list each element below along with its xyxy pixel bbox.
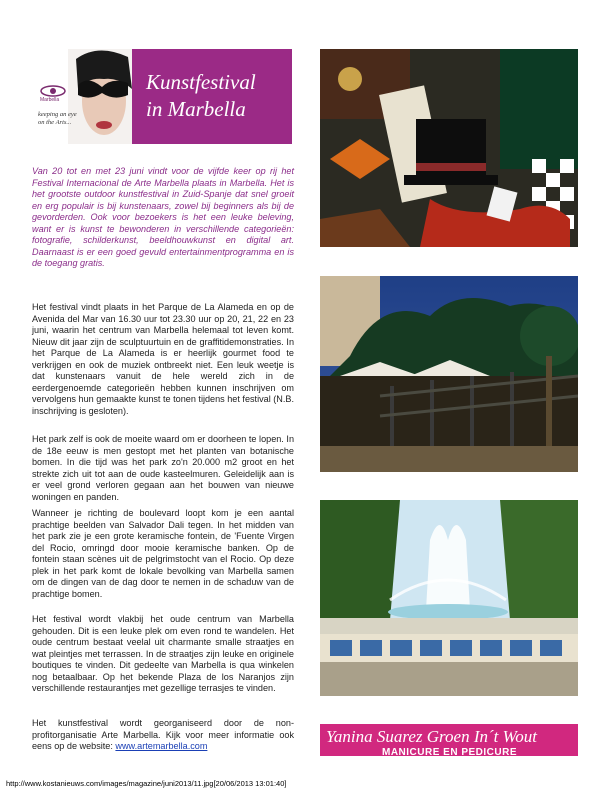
intro-paragraph: Van 20 tot en met 23 juni vindt voor de vijfde keer op rij het Festival Internacional de Arte Marbella plaats in Marbella. Het is het grootste outdoor kunstfestival in Zuid-Spanje dat snel groeit en erg populair is bij kunstenaars, zowel bij beginners als bij de gevorderden. Ook voor bezoekers is het een leuke beleving, want er is kunst te bewonderen in verschillende categorieën: fotografie, schilderkunst, beeldhouwkunst en digital art. Daarnaast is er een goed gevuld entertainmentprogramma en is de toegang gratis. — [32, 166, 294, 268]
fountain-image — [320, 500, 578, 696]
logo-tagline: keeping an eye on the Arts... — [38, 111, 77, 126]
paragraph-1: Het festival vindt plaats in het Parque de La Alameda en op de Avenida del Mar van 16.30 uur tot 23.30 uur op 20, 21, 22 en 23 juni, waarin het centrum van Marbella helemaal tot leven komt. Nieuw dit jaar zijn de sculptuurtuin en de graffitidemonstraties. In het Parque de La Alameda is er heerlijk gourmet food te verkrijgen en ook de muziek ontbreekt niet. Een leuk weetje is dat kunstenaars vanuit de hele wereld zich in de eerdergenoemde categorieën hebben kunnen inschrijven om vervolgens hun gemaakte kunst te tonen tijdens het festival (N.B. inschrijving is gesloten). — [32, 302, 294, 416]
source-url-footer: http://www.kostanieuws.com/images/magazine/juni2013/11.jpg[20/06/2013 13:01:40] — [6, 779, 287, 788]
article-title — [146, 69, 256, 123]
eye-logo-icon — [40, 85, 66, 97]
ad-service: MANICURE EN PEDICURE — [382, 747, 518, 756]
title-line-1: Kunstfestival — [146, 70, 256, 94]
advertisement-banner[interactable] — [320, 724, 578, 756]
masked-face-image — [68, 49, 132, 144]
magazine-logo — [32, 49, 132, 144]
website-link[interactable]: www.artemarbella.com — [115, 741, 208, 751]
paragraph-5-text: Het kunstfestival wordt georganiseerd door de non-profitorganisatie Arte Marbella. Kijk voor meer informatie ook eens op de website: — [32, 718, 294, 751]
paragraph-2: Het park zelf is ook de moeite waard om er doorheen te lopen. In de 18e eeuw is men gestopt met het planten van botanische bomen. In die tijd was het park zo'n 20.000 m2 groot en het strekte zich uit tot aan de oude kasteelmuren. Geleidelijk aan is er veel grond verloren gegaan aan het bouwen van nieuwe woningen en panden. — [32, 434, 294, 502]
logo-brand: Marbella — [40, 97, 60, 103]
article-title-box — [132, 49, 292, 144]
paragraph-3: Wanneer je richting de boulevard loopt kom je een aantal prachtige beelden van Salvador Dali tegen. In het midden van het park zie je een grote keramische fontein, de 'Fuente Virgen del Rocio, omringd door mooie keramische banken. Op de fontein staan scènes uit de pelgrimstocht van el Rocio. Op deze plek in het park komt de lokale bevolking van Marbella samen om de dingen van de dag door te nemen in de schaduw van de prachtige bomen. — [32, 508, 294, 599]
art-collage-image — [320, 49, 578, 247]
festival-night-image — [320, 276, 578, 472]
paragraph-5 — [32, 718, 294, 753]
ad-business-name: Yanina Suarez Groen In´t Wout — [326, 727, 537, 746]
paragraph-4: Het festival wordt vlakbij het oude centrum van Marbella gehouden. Dit is een leuke plek om even rond te wandelen. Het oude centrum bestaat veelal uit charmante smalle straatjes en wat pleintjes met terrassen. In de straatjes zijn leuke en originele boutiques te vinden. Dit gedeelte van Marbella is qua winkelen nog betaalbaar. Op het bekende Plaza de los Naranjos zijn verschillende restaurantjes met gezellige terrasjes te vinden. — [32, 614, 294, 693]
title-line-2: in Marbella — [146, 97, 246, 121]
